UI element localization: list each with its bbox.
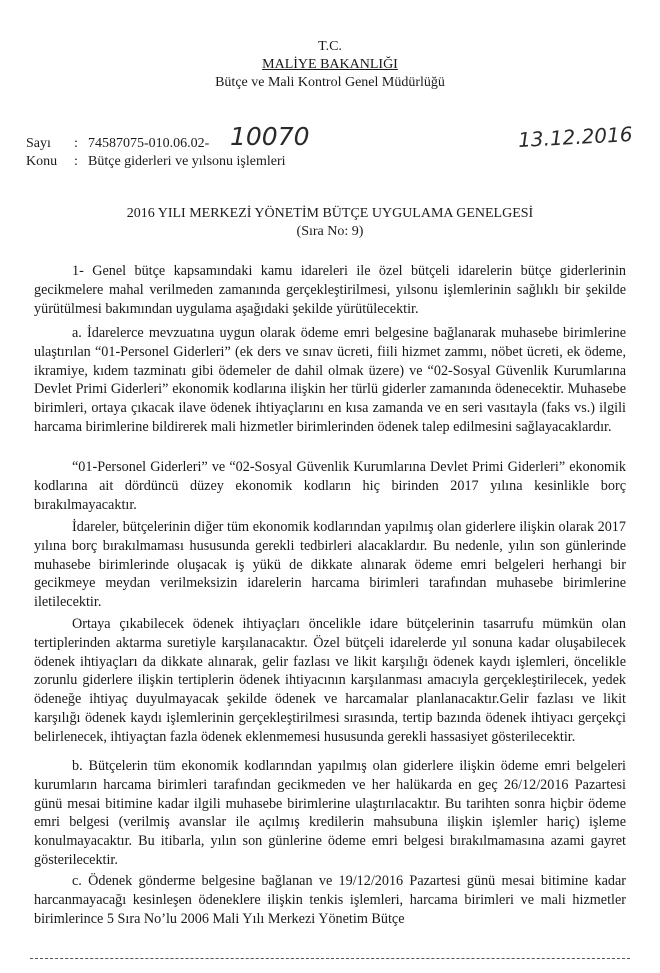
- konu-row: Konu : Bütçe giderleri ve yılsonu işlemleri: [26, 154, 286, 169]
- title-main: 2016 YILI MERKEZİ YÖNETİM BÜTÇE UYGULAMA GENELGESİ: [126, 206, 534, 221]
- sayi-row: Sayı : 74587075-010.06.02-: [26, 136, 210, 151]
- sayi-label: Sayı: [26, 136, 51, 151]
- paragraph-1: 1- Genel bütçe kapsamındaki kamu idareleri ile özel bütçeli idarelerin bütçe giderlerinin gecikmelere mahal verilmeden zamanında gerçekleştirilmesi, yılsonu işlemlerinin sağlıklı bir şekilde yürütülmesi bakımından uygulama aşağıdaki şekilde yürütülecektir.: [34, 263, 626, 317]
- paragraph-a: a. İdarelerce mevzuatına uygun olarak ödeme emri belgesine bağlanarak muhasebe birimlerine ulaştırılan “01-Personel Giderleri” (ek ders ve sınav ücreti, fiili hizmet zammı, nöbet ücreti, ek ödeme, ikramiye, kıdem tazminatı gibi ödemeler de dahil olmak üzere) ve “02-Sosyal Güvenlik Kurumlarına Devlet Primi Giderleri” ekonomik kodlarına ilişkin her türlü giderler zamanında ödenecektir. Muhasebe birimleri, ortaya çıkacak ilave ödenek ihtiyaçlarını en kısa zamanda ve en seri vasıtayla (faks vs.) ilgili harcama birimlerine bildirerek mali hizmetler birimlerinden ödenek talep edilmesini sağlayacaklardır.: [34, 325, 626, 435]
- sayi-value: 74587075-010.06.02-: [88, 136, 210, 151]
- page-bottom-divider: [30, 958, 630, 959]
- paragraph-a-3: İdareler, bütçelerinin diğer tüm ekonomik kodlarından yapılmış olan giderlere ilişkin olarak 2017 yılına borç bırakılmaması hususunda gerekli tedbirleri alacaklardır. Bu nedenle, yılın son günlerinde muhasebe birimlerinde oluşacak iş yükü de dikkate alınarak ödeme emri belgeleri herhangi bir gecikmeye meydan verilmeksizin idarelerin harcama birimleri tarafından muhasebe birimlerine iletilecektir.: [34, 519, 626, 611]
- header-ministry: MALİYE BAKANLIĞI: [262, 57, 398, 72]
- konu-label: Konu: [26, 154, 58, 169]
- header-directorate: Bütçe ve Mali Kontrol Genel Müdürlüğü: [215, 75, 445, 90]
- paragraph-c: c. Ödenek gönderme belgesine bağlanan ve 19/12/2016 Pazartesi günü mesai bitimine kadar harcanmayacağı kesinleşen ödeneklere ilişkin tenkis işlemleri, harcama birimleri ve mali hizmetler birimlerince 5 Sıra No’lu 2006 Mali Yılı Merkezi Yönetim Bütçe: [34, 873, 626, 927]
- konu-value: Bütçe giderleri ve yılsonu işlemleri: [88, 154, 286, 169]
- sayi-handwritten-number: 10070: [230, 122, 310, 151]
- document-title: [0, 205, 660, 241]
- document-header: [0, 38, 660, 92]
- title-sequence: (Sıra No: 9): [296, 224, 364, 239]
- paragraph-b: b. Bütçelerin tüm ekonomik kodlarından yapılmış olan giderlere ilişkin ödeme emri belgeleri kurumların harcama birimleri tarafından gecikmeden ve her halükarda en geç 26/12/2016 Pazartesi günü mesai bitimine kadar ilgili muhasebe birimlerine ulaştırılacaktır. Bu tarihten sonra hiçbir ödeme emri belgesi (verilmiş avanslar ile açılmış kredilerin mahsubuna ilişkin işlemler hariç) işleme konulmayacaktır. Bu itibarla, yılın son günlerine ödeme emri belgesi bırakılmamasına azami gayret gösterilecektir.: [34, 758, 626, 868]
- handwritten-date: 13.12.2016: [517, 122, 634, 152]
- paragraph-a-2: “01-Personel Giderleri” ve “02-Sosyal Güvenlik Kurumlarına Devlet Primi Giderleri” ekonomik kodlarına ait dördüncü düzey ekonomik kodların hiç birinden 2017 yılına kesinlikle borç bırakılmayacaktır.: [34, 459, 626, 513]
- paragraph-a-4: Ortaya çıkabilecek ödenek ihtiyaçları öncelikle idare bütçelerinin tasarrufu mümkün olan tertiplerinden aktarma suretiyle karşılanacaktır. Özel bütçeli idarelerde yıl sonuna kadar oluşabilecek ödenek ihtiyaçları da dikkate alınarak, gelir fazlası ve likit karşılığı ödenek kaydı işlemleri, öncelikle zorunlu giderlere ilişkin tertiplerin ödenek ihtiyacının karşılanması amacıyla gerçekleştirilecek, yedek ödeneğe ihtiyaç duyulmayacak şekilde ödenek ve harcamalar planlanacaktır.Gelir fazlası ve likit karşılığı ödenek kaydı işlemlerinin gerçekleştirilmesi sırasında, tertip bazında ödenek ihtiyacı gerçekçi belirlenecek, ihtiyaçtan fazla ödenek eklenmemesi hususunda gerekli hassasiyet gösterilecektir.: [34, 616, 626, 745]
- header-country: T.C.: [318, 39, 342, 54]
